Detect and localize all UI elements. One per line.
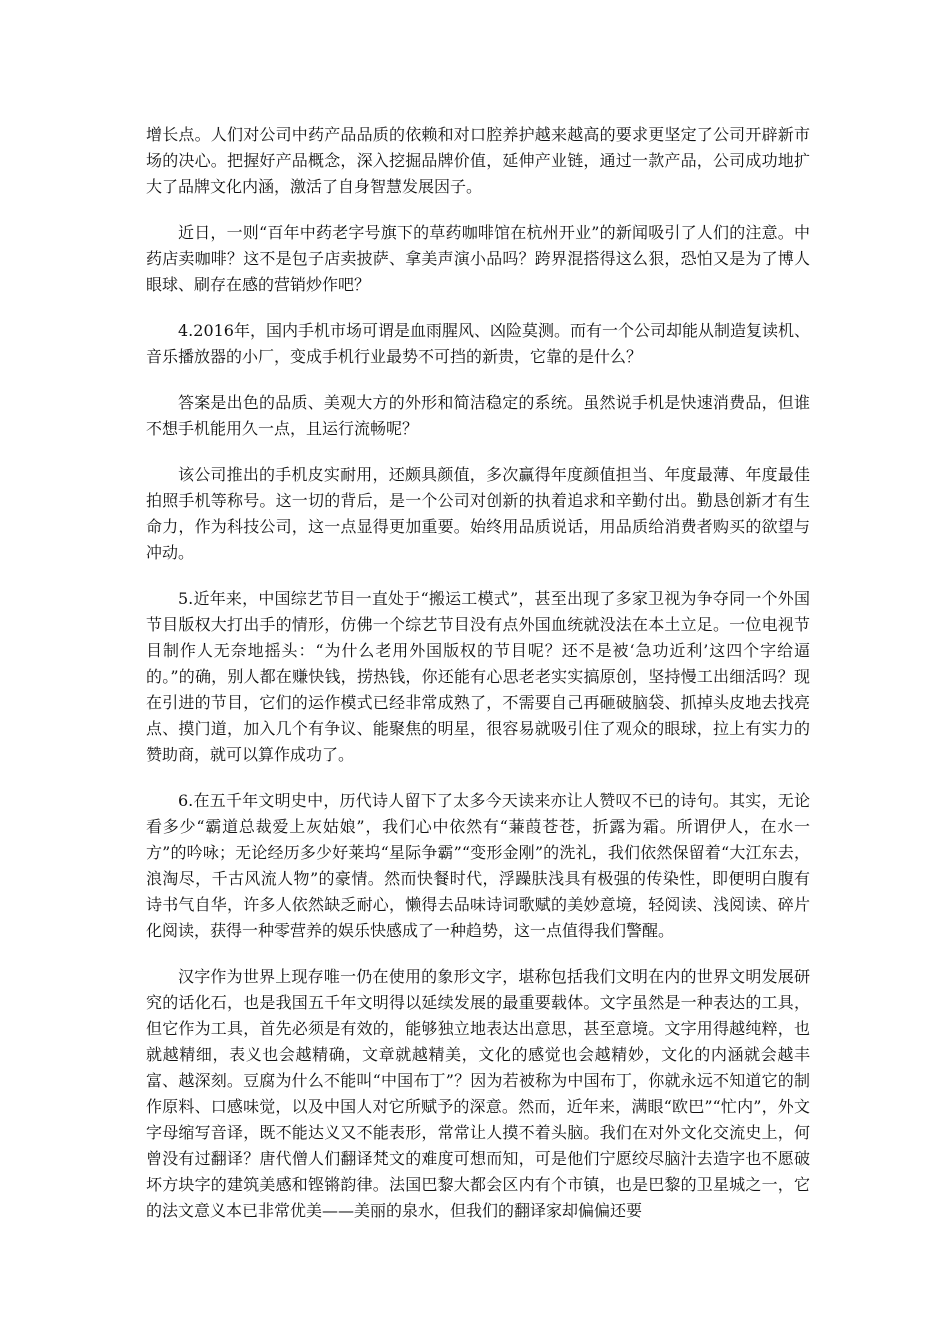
paragraph-variety-shows: 5.近年来，中国综艺节目一直处于“搬运工模式”，甚至出现了多家卫视为争夺同一个外国节目版权大打出手的情形，仿佛一个综艺节目没有点外国血统就没法在本土立足。一位电视节目制作人无奈地摇头：“为什么老用外国版权的节目呢？还不是被‘急功近利’这四个字给逼的。”的确，别人都在赚快钱，捞热钱，你还能有心思老老实实搞原创，坚持慢工出细活吗？现在引进的节目，它们的运作模式已经非常成熟了，不需要自己再砸破脑袋、抓掉头皮地去找亮点、摸门道，加入几个有争议、能聚焦的明星，很容易就吸引住了观众的眼球，拉上有实力的赞助商，就可以算作成功了。 bbox=[146, 589, 810, 764]
paragraph-brand-culture: 增长点。人们对公司中药产品品质的依赖和对口腔养护越来越高的要求更坚定了公司开辟新市场的决心。把握好产品概念，深入挖掘品牌价值，延伸产业链，通过一款产品，公司成功地扩大了品牌文化内涵，激活了自身智慧发展因子。 bbox=[146, 125, 810, 196]
paragraph-poetry: 6.在五千年文明史中，历代诗人留下了太多今天读来亦让人赞叹不已的诗句。其实，无论看多少“霸道总裁爱上灰姑娘”，我们心中依然有“蒹葭苍苍，折露为霜。所谓伊人，在水一方”的吟咏；无论经历多少好莱坞“星际争霸”“变形金刚”的洗礼，我们依然保留着“大江东去，浪淘尽，千古风流人物”的豪情。然而快餐时代，浮躁肤浅具有极强的传染性，即便明白腹有诗书气自华，许多人依然缺乏耐心，懒得去品味诗词歌赋的美妙意境，轻阅读、浅阅读、碎片化阅读，获得一种零营养的娱乐快感成了一种趋势，这一点值得我们警醒。 bbox=[146, 791, 810, 940]
document-page bbox=[146, 122, 810, 1244]
paragraph-phone-market-question: 4.2016年，国内手机市场可谓是血雨腥风、凶险莫测。而有一个公司却能从制造复读机、音乐播放器的小厂，变成手机行业最势不可挡的新贵，它靠的是什么？ bbox=[146, 321, 810, 366]
paragraph-chinese-characters: 汉字作为世界上现存唯一仍在使用的象形文字，堪称包括我们文明在内的世界文明发展研究的话化石，也是我国五千年文明得以延续发展的最重要载体。文字虽然是一种表达的工具，但它作为工具，首先必须是有效的，能够独立地表达出意思，甚至意境。文字用得越纯粹，也就越精细，表义也会越精确，文章就越精美，文化的感觉也会越精妙，文化的内涵就会越丰富、越深刻。豆腐为什么不能叫“中国布丁”？因为若被称为中国布丁，你就永远不知道它的制作原料、口感味觉，以及中国人对它所赋予的深意。然而，近年来，满眼“欧巴”“忙内”，外文字母缩写音译，既不能达义又不能表形，常常让人摸不着头脑。我们在对外文化交流史上，何曾没有过翻译？唐代僧人们翻译梵文的难度可想而知，可是他们宁愿绞尽脑汁去造字也不愿破坏方块字的建筑美感和铿锵韵律。法国巴黎大都会区内有个市镇，也是巴黎的卫星城之一，它的法文意义本已非常优美——美丽的泉水，但我们的翻译家却偏偏还要 bbox=[146, 967, 810, 1220]
paragraph-phone-innovation: 该公司推出的手机皮实耐用，还颇具颜值，多次赢得年度颜值担当、年度最薄、年度最佳拍照手机等称号。这一切的背后，是一个公司对创新的执着追求和辛勤付出。勤恳创新才有生命力，作为科技公司，这一点显得更加重要。始终用品质说话，用品质给消费者购买的欲望与冲动。 bbox=[146, 465, 810, 562]
paragraph-herbal-coffee: 近日，一则“百年中药老字号旗下的草药咖啡馆在杭州开业”的新闻吸引了人们的注意。中药店卖咖啡？这不是包子店卖披萨、拿美声演小品吗？跨界混搭得这么狠，恐怕又是为了博人眼球、刷存在感的营销炒作吧？ bbox=[146, 223, 810, 294]
paragraph-phone-answer: 答案是出色的品质、美观大方的外形和简洁稳定的系统。虽然说手机是快速消费品，但谁不想手机能用久一点，且运行流畅呢？ bbox=[146, 393, 810, 438]
